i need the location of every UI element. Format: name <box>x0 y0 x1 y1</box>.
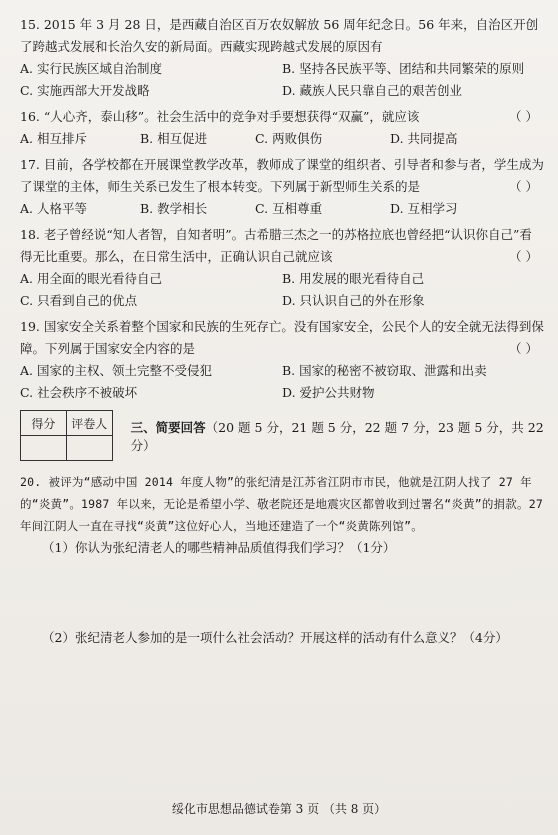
question-stem: 17. 目前，各学校都在开展课堂教学改革，教师成了课堂的组织者、引导者和参与者，学生成为了课堂的主体，师生关系已发生了根本转变。下列属于新型师生关系的是 <box>20 157 544 194</box>
options <box>20 198 544 220</box>
option-c: C. 互相尊重 <box>255 201 323 216</box>
answer-paren: （ ） <box>509 179 538 194</box>
options <box>20 58 544 102</box>
answer-paren: （ ） <box>509 109 538 124</box>
option-c: C. 只看到自己的优点 <box>20 293 138 308</box>
answer-paren: （ ） <box>509 341 538 356</box>
option-a: A. 实行民族区域自治制度 <box>20 61 162 76</box>
option-c: C. 实施西部大开发战略 <box>20 83 150 98</box>
question-15 <box>20 14 544 102</box>
section-points: （20 题 5 分，21 题 5 分，22 题 7 分，23 题 5 分，共 22 分） <box>130 419 544 453</box>
option-c: C. 社会秩序不被破坏 <box>20 385 138 400</box>
score-cell[interactable] <box>21 436 67 461</box>
question-16 <box>20 106 544 150</box>
question-20-sub2: （2）张纪清老人参加的是一项什么社会活动？开展这样的活动有什么意义？（4分） <box>42 630 508 645</box>
option-a: A. 用全面的眼光看待自己 <box>20 271 162 286</box>
options <box>20 268 544 312</box>
question-stem: 19. 国家安全关系着整个国家和民族的生死存亡。没有国家安全，公民个人的安全就无法得到保障。下列属于国家安全内容的是 <box>20 319 544 356</box>
question-20-sub1: （1）你认为张纪清老人的哪些精神品质值得我们学习？（1分） <box>42 540 396 555</box>
question-20-text: 20. 被评为“感动中国 2014 年度人物”的张纪清是江苏省江阴市市民，他就是江阴人找了 27 年的“炎黄”。1987 年以来，无论是希望小学、敬老院还是地震灾区都曾收到过署名“炎黄”的捐款。27 年间江阴人一直在寻找“炎黄”这位好心人，当地还建造了一个“炎黄陈列馆”。 <box>20 475 543 533</box>
section-header-row <box>20 410 544 461</box>
question-stem: 16. “人心齐，泰山移”。社会生活中的竞争对手要想获得“双赢”，就应该 <box>20 109 420 124</box>
question-17 <box>20 154 544 220</box>
answer-area-1[interactable] <box>20 559 544 627</box>
options <box>20 360 544 404</box>
section-title: 三、简要回答（20 题 5 分，21 题 5 分，22 题 7 分，23 题 5 分，共 22 分） <box>130 419 544 453</box>
page-footer: 绥化市思想品德试卷第 3 页 （共 8 页） <box>171 802 387 816</box>
option-b: B. 用发展的眼光看待自己 <box>282 271 425 286</box>
option-d: D. 藏族人民只靠自己的艰苦创业 <box>282 83 463 98</box>
grader-label: 评卷人 <box>66 411 112 436</box>
option-b: B. 教学相长 <box>140 201 208 216</box>
answer-area-2[interactable] <box>20 649 544 767</box>
option-a: A. 相互排斥 <box>20 131 87 146</box>
question-stem: 18. 老子曾经说“知人者智，自知者明”。古希腊三杰之一的苏格拉底也曾经把“认识你自己”看得无比重要。那么，在日常生活中，正确认识自己就应该 <box>20 227 532 264</box>
options <box>20 128 544 150</box>
score-label: 得分 <box>21 411 67 436</box>
option-b: B. 国家的秘密不被窃取、泄露和出卖 <box>282 363 487 378</box>
grader-cell[interactable] <box>66 436 112 461</box>
question-19 <box>20 316 544 404</box>
option-b: B. 坚持各民族平等、团结和共同繁荣的原则 <box>282 61 525 76</box>
question-18 <box>20 224 544 312</box>
option-d: D. 互相学习 <box>390 201 458 216</box>
option-c: C. 两败俱伤 <box>255 131 323 146</box>
option-d: D. 只认识自己的外在形象 <box>282 293 425 308</box>
option-d: D. 爱护公共财物 <box>282 385 375 400</box>
score-table <box>20 410 113 461</box>
option-d: D. 共同提高 <box>390 131 458 146</box>
option-a: A. 国家的主权、领土完整不受侵犯 <box>20 363 212 378</box>
option-a: A. 人格平等 <box>20 201 87 216</box>
option-b: B. 相互促进 <box>140 131 208 146</box>
question-stem: 15. 2015 年 3 月 28 日，是西藏自治区百万农奴解放 56 周年纪念日。56 年来，自治区开创了跨越式发展和长治久安的新局面。西藏实现跨越式发展的原因有 <box>20 17 539 54</box>
answer-paren: （ ） <box>509 249 538 264</box>
